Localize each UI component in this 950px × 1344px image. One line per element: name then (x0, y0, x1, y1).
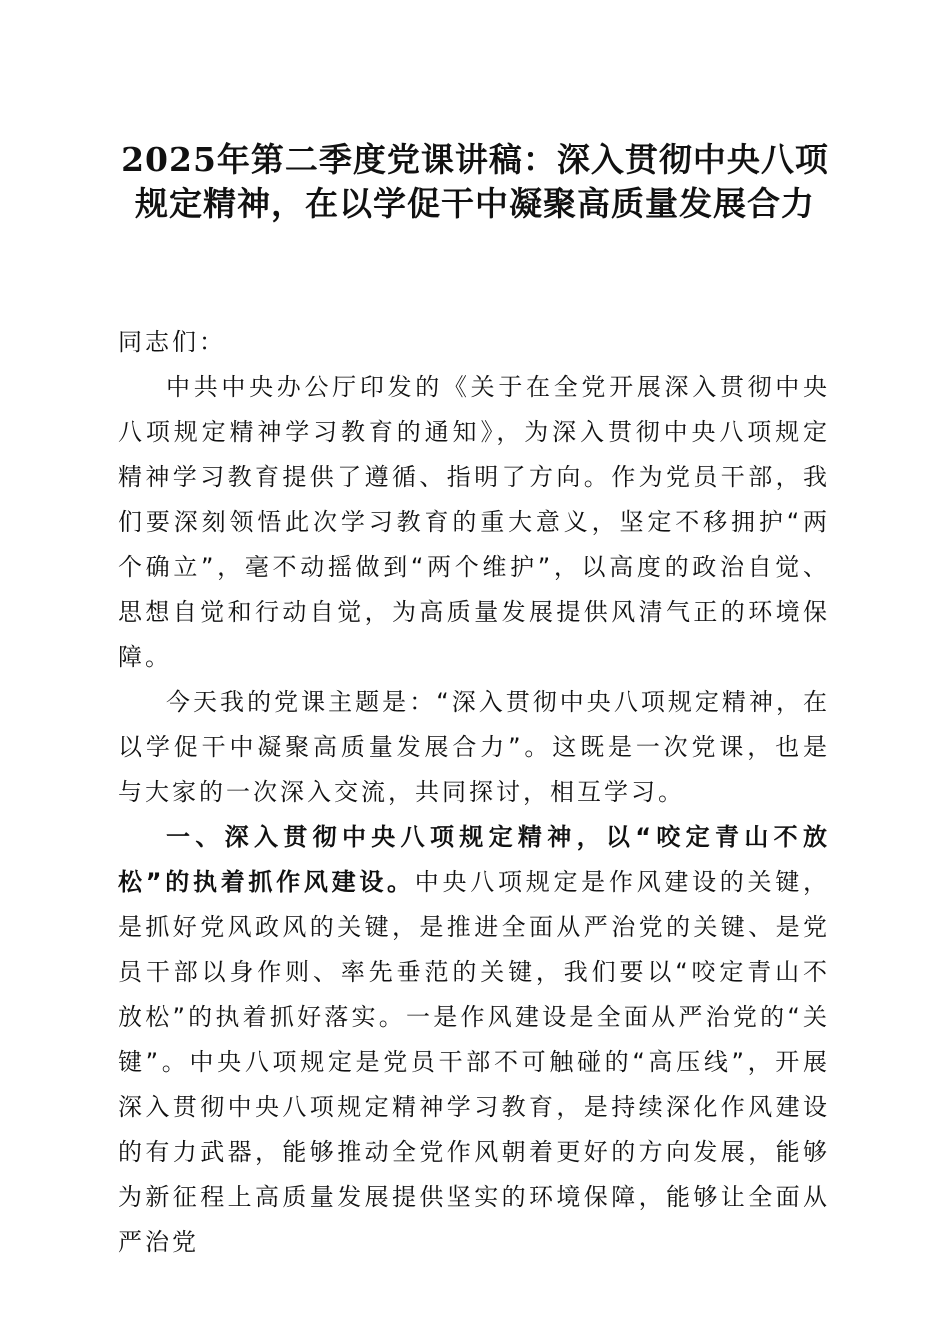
paragraph-section-one (118, 815, 830, 1265)
section-one-heading: 一、深入贯彻中央八项规定精神，以“咬定青山不放松”的执着抓作风建设。 (118, 823, 830, 896)
document-body (118, 320, 830, 1265)
salutation: 同志们： (118, 328, 226, 356)
section-one-text: 中央八项规定是作风建设的关键，是抓好党风政风的关键，是推进全面从严治党的关键、是党员干部以身作则、率先垂范的关键，我们要以“咬定青山不放松”的执着抓好落实。一是作风建设是全面从严治党的“关键”。中央八项规定是党员干部不可触碰的“高压线”，开展深入贯彻中央八项规定精神学习教育，是持续深化作风建设的有力武器，能够推动全党作风朝着更好的方向发展，能够为新征程上高质量发展提供坚实的环境保障，能够让全面从严治党 (118, 868, 830, 1256)
paragraph-theme: 今天我的党课主题是：“深入贯彻中央八项规定精神，在以学促干中凝聚高质量发展合力”。这既是一次党课，也是与大家的一次深入交流，共同探讨，相互学习。 (118, 688, 830, 806)
paragraph-intro: 中共中央办公厅印发的《关于在全党开展深入贯彻中央八项规定精神学习教育的通知》，为深入贯彻中央八项规定精神学习教育提供了遵循、指明了方向。作为党员干部，我们要深刻领悟此次学习教育的重大意义，坚定不移拥护“两个确立”，毫不动摇做到“两个维护”，以高度的政治自觉、思想自觉和行动自觉，为高质量发展提供风清气正的环境保障。 (118, 373, 830, 671)
document-title: 2025年第二季度党课讲稿：深入贯彻中央八项规定精神，在以学促干中凝聚高质量发展合力 (121, 140, 829, 223)
